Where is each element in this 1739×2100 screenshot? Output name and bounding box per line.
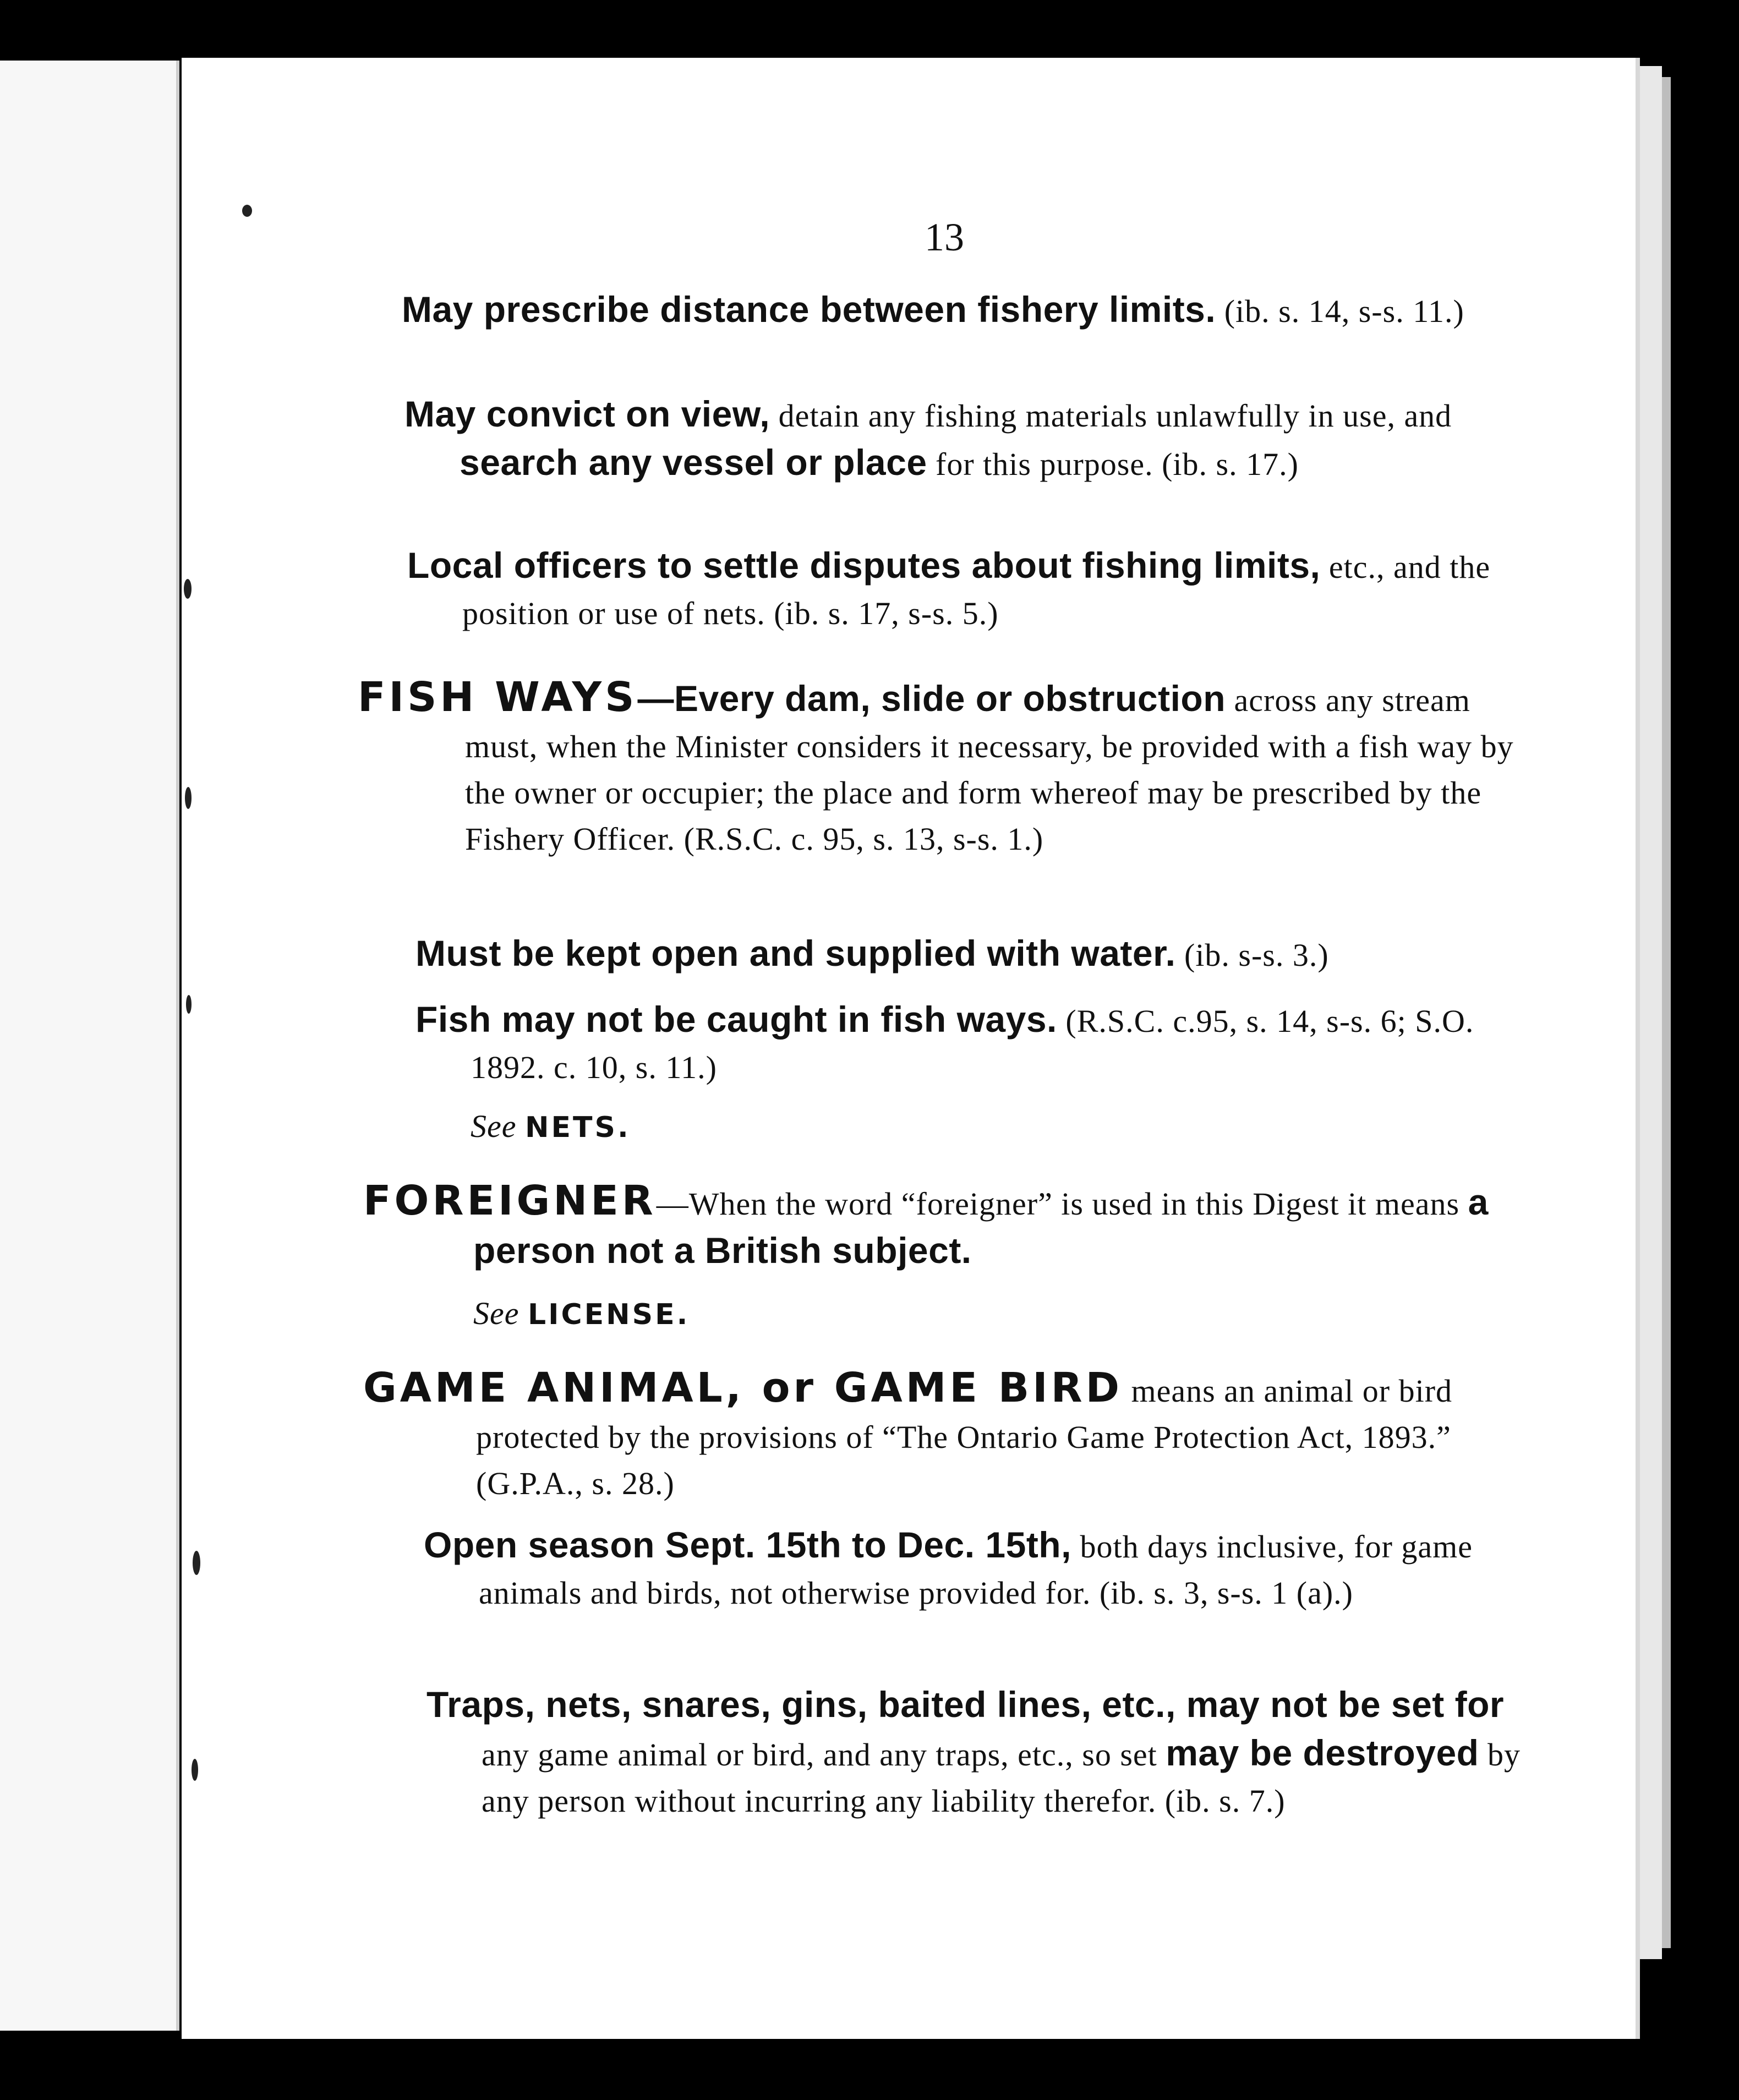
entry-text: any game animal or bird, and any traps, etc., so set (482, 1737, 1157, 1773)
entry-text: —When the word “foreigner” is used in this Digest it means (656, 1186, 1460, 1222)
binding-mark (184, 579, 192, 599)
entry-kept-open (415, 930, 1549, 978)
entry-fish-ways (358, 674, 1546, 862)
entry-game-animal (363, 1365, 1563, 1507)
binding-mark (192, 1759, 198, 1781)
entry-reference: (R.S.C. c.95, s. 14, s-s. 6; S.O. 1892. c. 10, s. 11.) (471, 1003, 1474, 1085)
entry-bold-text: Fish may not be caught in fish ways. (415, 999, 1057, 1040)
entry-text: across any stream must, when the Minister considers it necessary, be provided with a fish way by the owner or occupier; the place and form whereof may be prescribed by the Fishery Officer. (R.S.C. c. 95, s. 13, s-s. 1.) (465, 682, 1514, 857)
entry-heading: FISH WAYS (358, 674, 638, 721)
entry-not-caught (415, 996, 1549, 1091)
entry-text: etc., and the position or use of nets. (ib. s. 17, s-s. 5.) (462, 549, 1491, 631)
entry-reference: (ib. s. 14, s-s. 11.) (1224, 293, 1464, 329)
entry-bold-text: May convict on view, (404, 393, 770, 434)
entry-text: detain any fishing materials unlawfully in use, and (778, 398, 1452, 434)
page-number: 13 (925, 215, 964, 259)
entry-text: both days inclusive, for game animals and birds, not otherwise provided for. (ib. s. 3, s-s. 1 (a).) (479, 1529, 1473, 1611)
entry-open-season (424, 1522, 1557, 1616)
page-edge (1640, 66, 1662, 1959)
entry-bold-text: Local officers to settle disputes about fishing limits, (407, 545, 1321, 586)
entry-bold-text: Traps, nets, snares, gins, baited lines, etc., may not be set for (426, 1684, 1505, 1725)
binding-mark (185, 787, 192, 809)
see-label: See (471, 1108, 517, 1144)
binding-mark (242, 205, 252, 217)
entry-local-officers (407, 542, 1541, 637)
cross-reference-target: NETS. (525, 1111, 631, 1144)
entry-reference: (ib. s-s. 3.) (1184, 937, 1329, 973)
entry-traps (426, 1681, 1560, 1824)
entry-bold-text: —Every dam, slide or obstruction (637, 678, 1226, 719)
entry-bold-text: may be destroyed (1166, 1732, 1479, 1773)
entry-bold-text: May prescribe distance between fishery limits. (402, 289, 1216, 330)
entry-heading: FOREIGNER (363, 1177, 657, 1224)
cross-reference-target: LICENSE. (528, 1298, 690, 1331)
entry-bold-text: Must be kept open and supplied with water. (415, 933, 1176, 974)
entry-text: means an animal or bird protected by the provisions of “The Ontario Game Protection Act, 1893.” (G.P.A., s. 28.) (476, 1373, 1453, 1501)
entry-bold-text: Open season Sept. 15th to Dec. 15th, (424, 1524, 1071, 1565)
entry-bold-text: search any vessel or place (460, 442, 927, 483)
entry-prescribe-distance (402, 286, 1535, 335)
entry-foreigner (363, 1178, 1552, 1276)
binding-mark (186, 995, 192, 1014)
cross-reference-nets (471, 1103, 1681, 1151)
cross-reference-license (473, 1290, 1684, 1338)
binding-mark (193, 1551, 200, 1575)
entry-convict-on-view (404, 391, 1538, 488)
page-edge-shadow (1662, 77, 1671, 1948)
entry-heading: GAME ANIMAL, or GAME BIRD (363, 1364, 1123, 1412)
entry-text: for this purpose. (ib. s. 17.) (936, 446, 1299, 482)
entry-text: by any person without incurring any liability therefor. (ib. s. 7.) (482, 1737, 1521, 1819)
see-label: See (473, 1295, 519, 1331)
facing-page-edge (0, 61, 179, 2031)
entry-bold-text: a person not a British subject. (473, 1182, 1489, 1271)
